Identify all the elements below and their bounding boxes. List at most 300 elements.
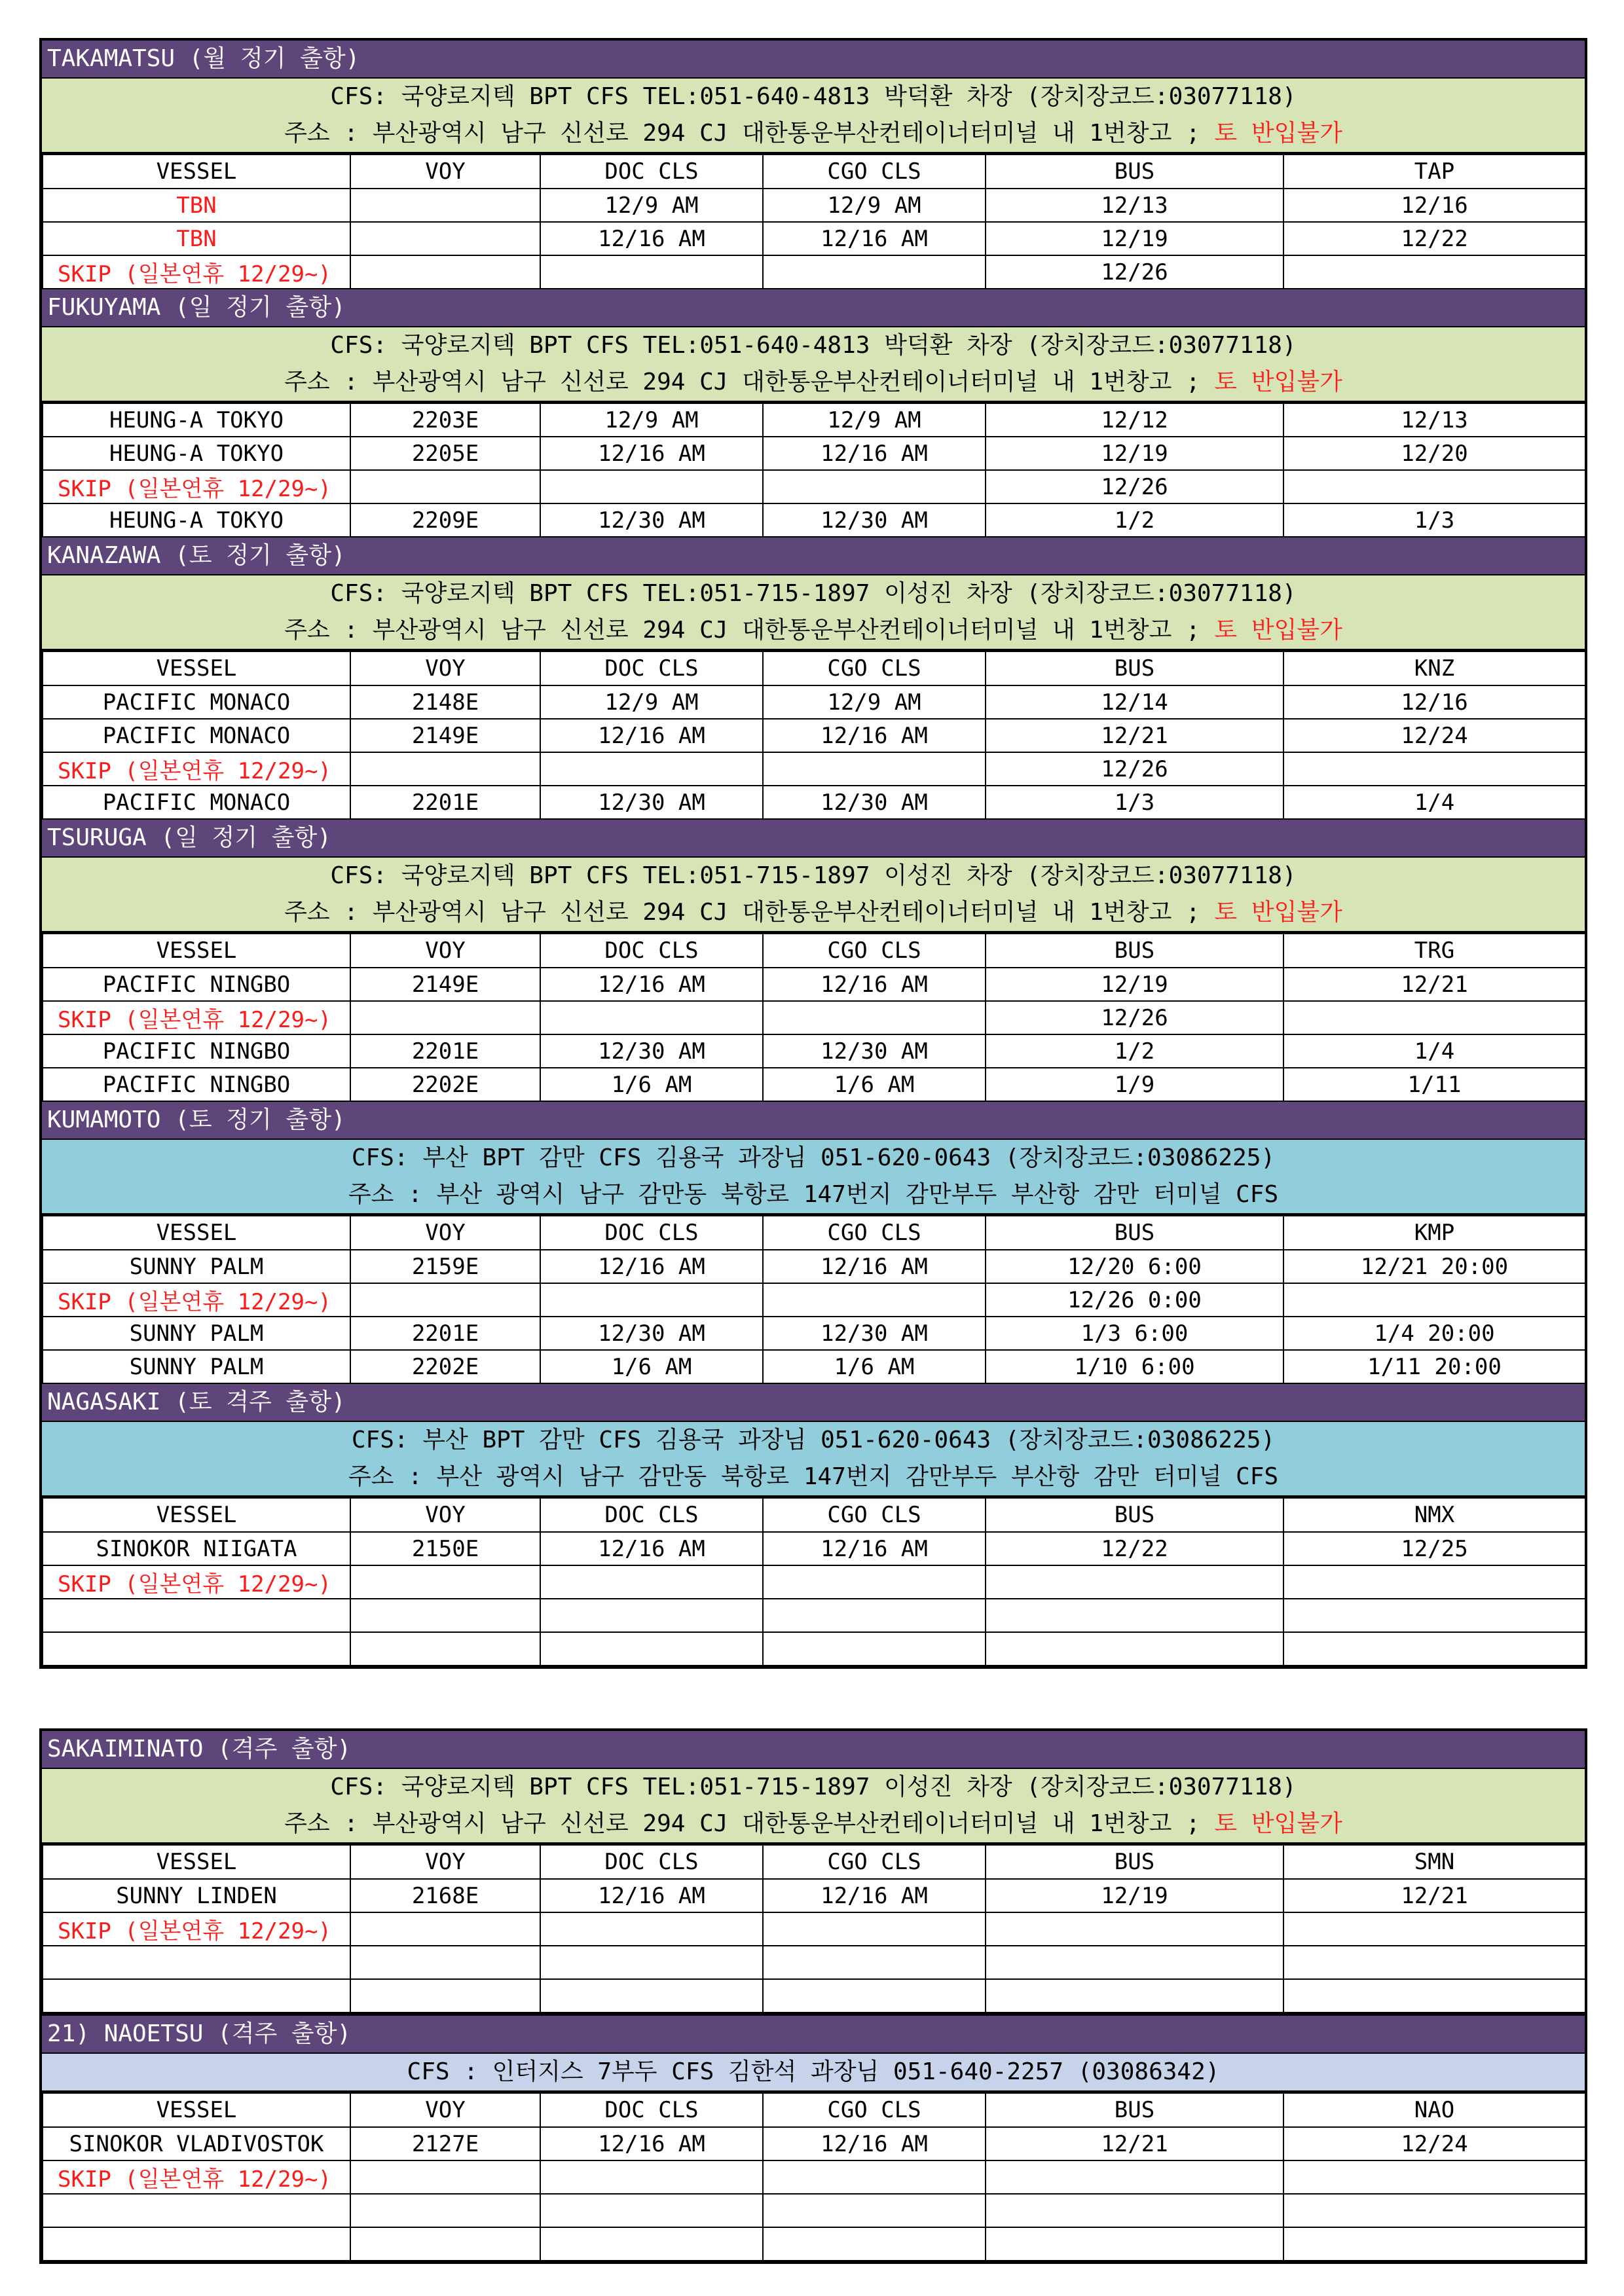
table-cell: 12/16 AM <box>763 1879 986 1912</box>
column-header: CGO CLS <box>763 155 986 189</box>
table-cell: SKIP (일본연휴 12/29~) <box>43 1565 350 1599</box>
table-cell: 12/30 AM <box>763 1317 986 1350</box>
table-row <box>43 1068 1585 1101</box>
table-cell: 12/25 <box>1283 1532 1585 1565</box>
table-cell <box>43 1979 350 2013</box>
table-cell <box>986 1565 1283 1599</box>
table-cell: 12/26 <box>986 470 1283 503</box>
column-header: DOC CLS <box>540 1498 763 1532</box>
column-header: DOC CLS <box>540 651 763 685</box>
table-cell: TBN <box>43 222 350 255</box>
address-text: 주소 : 부산광역시 남구 신선로 294 CJ 대한통운부산컨테이너터미널 내 1번창고 ; <box>284 899 1215 926</box>
table-cell <box>763 1283 986 1317</box>
table-cell: 2201E <box>350 1034 540 1068</box>
table-header-row <box>43 1845 1585 1879</box>
cfs-address-line <box>42 612 1585 649</box>
column-header: NAO <box>1283 2093 1585 2127</box>
table-cell <box>540 1632 763 1666</box>
column-header: CGO CLS <box>763 1216 986 1250</box>
table-cell: 12/12 <box>986 403 1283 437</box>
table-cell: 12/16 AM <box>763 2127 986 2160</box>
table-cell: 12/14 <box>986 685 1283 719</box>
table-cell: 12/21 <box>986 719 1283 752</box>
table-cell <box>43 2194 350 2227</box>
table-header-row <box>43 1216 1585 1250</box>
table-cell <box>350 2194 540 2227</box>
address-text: 주소 : 부산광역시 남구 신선로 294 CJ 대한통운부산컨테이너터미널 내 1번창고 ; <box>284 617 1215 644</box>
column-header: DOC CLS <box>540 2093 763 2127</box>
table-cell <box>540 1283 763 1317</box>
column-header: BUS <box>986 1216 1283 1250</box>
schedule-block-main <box>39 38 1587 1669</box>
table-cell <box>763 2227 986 2261</box>
table-cell: 2150E <box>350 1532 540 1565</box>
table-cell: SUNNY PALM <box>43 1350 350 1383</box>
table-cell <box>540 1565 763 1599</box>
schedule-table-fukuyama <box>42 403 1586 538</box>
table-cell: 12/22 <box>1283 222 1585 255</box>
address-text: 주소 : 부산광역시 남구 신선로 294 CJ 대한통운부산컨테이너터미널 내 1번창고 ; <box>284 1810 1215 1837</box>
column-header: VOY <box>350 155 540 189</box>
column-header: VESSEL <box>43 155 350 189</box>
column-header: BUS <box>986 934 1283 968</box>
table-cell: 12/16 AM <box>540 437 763 470</box>
table-cell: 12/16 AM <box>540 1532 763 1565</box>
table-cell: 12/21 20:00 <box>1283 1250 1585 1283</box>
cfs-address-line <box>42 1176 1585 1213</box>
table-cell: 2149E <box>350 968 540 1001</box>
table-row <box>43 1034 1585 1068</box>
table-row <box>43 1532 1585 1565</box>
schedule-block-naoetsu <box>39 2013 1587 2264</box>
table-cell <box>986 1912 1283 1946</box>
table-cell <box>540 1946 763 1979</box>
column-header: VESSEL <box>43 1845 350 1879</box>
address-text: 주소 : 부산광역시 남구 신선로 294 CJ 대한통운부산컨테이너터미널 내 1번창고 ; <box>284 120 1215 147</box>
cfs-address-line <box>42 115 1585 152</box>
table-cell: 2201E <box>350 1317 540 1350</box>
table-cell: 2203E <box>350 403 540 437</box>
table-cell <box>986 1979 1283 2013</box>
column-header: TRG <box>1283 934 1585 968</box>
table-cell <box>350 1946 540 1979</box>
table-row <box>43 1317 1585 1350</box>
table-cell <box>1283 1565 1585 1599</box>
table-row <box>43 1599 1585 1632</box>
table-cell: 12/30 AM <box>763 1034 986 1068</box>
table-cell: 12/16 AM <box>763 719 986 752</box>
cfs-contact-line: CFS: 국양로지텍 BPT CFS TEL:051-640-4813 박덕환 차장 (장치장코드:03077118) <box>330 83 1297 110</box>
table-cell <box>1283 2227 1585 2261</box>
table-cell: 1/2 <box>986 1034 1283 1068</box>
table-cell <box>540 2160 763 2194</box>
table-cell: 12/16 AM <box>763 437 986 470</box>
skip-row <box>43 752 1585 786</box>
table-cell: 12/16 <box>1283 189 1585 222</box>
table-row <box>43 968 1585 1001</box>
table-cell: 12/9 AM <box>540 403 763 437</box>
column-header: DOC CLS <box>540 934 763 968</box>
table-cell: 2205E <box>350 437 540 470</box>
schedule-table-takamatsu <box>42 154 1586 289</box>
table-cell <box>986 2227 1283 2261</box>
table-cell: SKIP (일본연휴 12/29~) <box>43 1283 350 1317</box>
cfs-contact-line: CFS: 국양로지텍 BPT CFS TEL:051-715-1897 이성진 차장 (장치장코드:03077118) <box>330 862 1297 889</box>
skip-row <box>43 255 1585 289</box>
column-header: CGO CLS <box>763 651 986 685</box>
cfs-contact-line: CFS: 국양로지텍 BPT CFS TEL:051-715-1897 이성진 차장 (장치장코드:03077118) <box>330 1774 1297 1800</box>
column-header: VOY <box>350 1498 540 1532</box>
column-header: VOY <box>350 934 540 968</box>
table-cell: 12/16 AM <box>540 222 763 255</box>
table-cell: 12/30 AM <box>540 786 763 819</box>
cfs-contact-line: CFS: 국양로지텍 BPT CFS TEL:051-640-4813 박덕환 차장 (장치장코드:03077118) <box>330 332 1297 359</box>
table-cell: 2127E <box>350 2127 540 2160</box>
port-title-nagasaki: NAGASAKI (토 격주 출항) <box>42 1384 1585 1422</box>
skip-row <box>43 1283 1585 1317</box>
table-cell: 12/24 <box>1283 2127 1585 2160</box>
table-cell <box>986 1946 1283 1979</box>
table-cell <box>350 222 540 255</box>
no-saturday-entry-note: 토 반입불가 <box>1214 1810 1342 1837</box>
table-cell <box>43 1946 350 1979</box>
table-row <box>43 1946 1585 1979</box>
column-header: DOC CLS <box>540 155 763 189</box>
column-header: KNZ <box>1283 651 1585 685</box>
table-row <box>43 403 1585 437</box>
column-header: CGO CLS <box>763 1498 986 1532</box>
cfs-info-kumamoto <box>42 1140 1585 1215</box>
schedule-table-naoetsu <box>42 2092 1586 2261</box>
table-cell <box>350 1979 540 2013</box>
table-cell <box>763 1632 986 1666</box>
table-cell <box>1283 1979 1585 2013</box>
column-header: CGO CLS <box>763 934 986 968</box>
port-title-kanazawa: KANAZAWA (토 정기 출항) <box>42 538 1585 575</box>
cfs-address-line <box>42 1459 1585 1495</box>
table-cell: 12/9 AM <box>763 403 986 437</box>
table-cell <box>540 1979 763 2013</box>
table-cell: 12/20 6:00 <box>986 1250 1283 1283</box>
table-cell <box>350 1599 540 1632</box>
table-row <box>43 2227 1585 2261</box>
schedule-table-kumamoto <box>42 1215 1586 1384</box>
cfs-info-tsuruga <box>42 858 1585 933</box>
table-cell <box>540 1001 763 1034</box>
table-cell: 1/6 AM <box>763 1068 986 1101</box>
table-cell: 12/9 AM <box>540 189 763 222</box>
table-cell: SKIP (일본연휴 12/29~) <box>43 752 350 786</box>
schedule-table-kanazawa <box>42 651 1586 820</box>
table-cell <box>763 1946 986 1979</box>
table-cell <box>540 1599 763 1632</box>
table-row <box>43 1632 1585 1666</box>
table-cell: 1/9 <box>986 1068 1283 1101</box>
table-cell: 12/16 AM <box>763 222 986 255</box>
column-header: VESSEL <box>43 934 350 968</box>
table-cell <box>350 1001 540 1034</box>
table-cell: 1/2 <box>986 503 1283 537</box>
table-cell: 12/26 <box>986 752 1283 786</box>
column-header: DOC CLS <box>540 1216 763 1250</box>
table-cell: 12/16 AM <box>763 968 986 1001</box>
table-cell: 2148E <box>350 685 540 719</box>
table-cell <box>763 1599 986 1632</box>
table-cell: 12/26 <box>986 255 1283 289</box>
cfs-address-line <box>42 1806 1585 1842</box>
table-cell: PACIFIC MONACO <box>43 719 350 752</box>
table-cell <box>350 1565 540 1599</box>
table-cell <box>540 2227 763 2261</box>
table-cell <box>1283 1912 1585 1946</box>
table-cell <box>43 2227 350 2261</box>
table-cell: 12/26 <box>986 1001 1283 1034</box>
table-cell <box>763 1001 986 1034</box>
table-cell <box>540 752 763 786</box>
table-cell: 1/3 <box>986 786 1283 819</box>
table-cell: HEUNG-A TOKYO <box>43 403 350 437</box>
column-header: VOY <box>350 1216 540 1250</box>
table-cell: 2159E <box>350 1250 540 1283</box>
column-header: BUS <box>986 2093 1283 2127</box>
table-cell: SKIP (일본연휴 12/29~) <box>43 470 350 503</box>
table-row <box>43 2127 1585 2160</box>
table-cell <box>763 470 986 503</box>
table-cell: 1/10 6:00 <box>986 1350 1283 1383</box>
table-cell: 12/16 <box>1283 685 1585 719</box>
skip-row <box>43 1565 1585 1599</box>
table-cell: 12/16 AM <box>540 1879 763 1912</box>
table-cell: HEUNG-A TOKYO <box>43 503 350 537</box>
port-title-tsuruga: TSURUGA (일 정기 출항) <box>42 820 1585 858</box>
skip-row <box>43 1912 1585 1946</box>
table-cell: 12/16 AM <box>540 719 763 752</box>
table-row <box>43 189 1585 222</box>
skip-row <box>43 2160 1585 2194</box>
cfs-info-takamatsu <box>42 79 1585 154</box>
table-cell <box>763 752 986 786</box>
table-cell: SINOKOR NIIGATA <box>43 1532 350 1565</box>
table-cell: PACIFIC NINGBO <box>43 968 350 1001</box>
table-cell <box>1283 2160 1585 2194</box>
no-saturday-entry-note: 토 반입불가 <box>1214 899 1342 926</box>
table-cell <box>350 1912 540 1946</box>
table-cell <box>540 255 763 289</box>
table-cell: 12/16 AM <box>540 2127 763 2160</box>
column-header: NMX <box>1283 1498 1585 1532</box>
table-cell: 12/30 AM <box>540 503 763 537</box>
table-cell: 12/19 <box>986 437 1283 470</box>
table-row <box>43 685 1585 719</box>
table-cell: 12/16 AM <box>540 1250 763 1283</box>
table-cell <box>763 1912 986 1946</box>
schedule-table-sakaiminato <box>42 1844 1586 2013</box>
cfs-contact-line: CFS: 부산 BPT 감만 CFS 김용국 과장님 051-620-0643 (장치장코드:03086225) <box>351 1144 1276 1171</box>
table-cell: 12/16 AM <box>763 1532 986 1565</box>
table-row <box>43 503 1585 537</box>
table-cell: PACIFIC NINGBO <box>43 1068 350 1101</box>
table-cell: 12/26 0:00 <box>986 1283 1283 1317</box>
column-header: SMN <box>1283 1845 1585 1879</box>
table-cell <box>350 2227 540 2261</box>
table-cell <box>350 255 540 289</box>
table-cell: PACIFIC NINGBO <box>43 1034 350 1068</box>
table-row <box>43 1979 1585 2013</box>
column-header: BUS <box>986 1498 1283 1532</box>
table-cell: 12/30 AM <box>763 503 986 537</box>
table-cell: 2149E <box>350 719 540 752</box>
table-cell <box>350 189 540 222</box>
cfs-address-line <box>42 894 1585 931</box>
column-header: DOC CLS <box>540 1845 763 1879</box>
table-cell <box>1283 1632 1585 1666</box>
table-cell <box>540 2194 763 2227</box>
table-cell: SINOKOR VLADIVOSTOK <box>43 2127 350 2160</box>
table-row <box>43 719 1585 752</box>
table-cell: SKIP (일본연휴 12/29~) <box>43 255 350 289</box>
table-cell: 12/16 AM <box>540 968 763 1001</box>
address-text: 주소 : 부산 광역시 남구 감만동 북항로 147번지 감만부두 부산항 감만 터미널 CFS <box>348 1463 1279 1490</box>
table-cell <box>763 1979 986 2013</box>
cfs-info-naoetsu <box>42 2054 1585 2092</box>
table-cell: 1/4 <box>1283 786 1585 819</box>
port-title-sakaiminato: SAKAIMINATO (격주 출항) <box>42 1731 1585 1769</box>
table-cell: SKIP (일본연휴 12/29~) <box>43 1001 350 1034</box>
column-header: CGO CLS <box>763 2093 986 2127</box>
table-cell <box>1283 470 1585 503</box>
table-cell: 12/19 <box>986 222 1283 255</box>
table-header-row <box>43 934 1585 968</box>
table-cell <box>986 2160 1283 2194</box>
table-cell <box>1283 255 1585 289</box>
table-cell <box>986 1599 1283 1632</box>
skip-row <box>43 470 1585 503</box>
table-cell: PACIFIC MONACO <box>43 786 350 819</box>
table-header-row <box>43 2093 1585 2127</box>
table-cell: 12/16 AM <box>763 1250 986 1283</box>
table-row <box>43 222 1585 255</box>
cfs-info-kanazawa <box>42 575 1585 651</box>
table-cell: 12/21 <box>1283 968 1585 1001</box>
table-cell: 12/21 <box>986 2127 1283 2160</box>
schedule-table-tsuruga <box>42 933 1586 1102</box>
column-header: VESSEL <box>43 651 350 685</box>
table-cell <box>350 1632 540 1666</box>
table-cell: 1/6 AM <box>763 1350 986 1383</box>
column-header: KMP <box>1283 1216 1585 1250</box>
table-cell: 1/6 AM <box>540 1068 763 1101</box>
table-cell <box>1283 2194 1585 2227</box>
port-title-takamatsu: TAKAMATSU (월 정기 출항) <box>42 41 1585 79</box>
column-header: VOY <box>350 1845 540 1879</box>
table-cell: SUNNY PALM <box>43 1317 350 1350</box>
table-cell <box>1283 1001 1585 1034</box>
table-cell <box>350 2160 540 2194</box>
table-cell: 1/6 AM <box>540 1350 763 1383</box>
column-header: BUS <box>986 155 1283 189</box>
table-cell: 12/24 <box>1283 719 1585 752</box>
table-cell <box>1283 1946 1585 1979</box>
schedule-table-nagasaki <box>42 1497 1586 1666</box>
table-header-row <box>43 1498 1585 1532</box>
table-cell: 2168E <box>350 1879 540 1912</box>
table-cell <box>986 2194 1283 2227</box>
column-header: CGO CLS <box>763 1845 986 1879</box>
table-cell: 1/11 <box>1283 1068 1585 1101</box>
address-text: 주소 : 부산광역시 남구 신선로 294 CJ 대한통운부산컨테이너터미널 내 1번창고 ; <box>284 369 1215 395</box>
table-cell: 2209E <box>350 503 540 537</box>
table-header-row <box>43 651 1585 685</box>
table-cell: SKIP (일본연휴 12/29~) <box>43 1912 350 1946</box>
table-cell <box>763 255 986 289</box>
column-header: VESSEL <box>43 2093 350 2127</box>
table-cell: 12/9 AM <box>763 685 986 719</box>
table-cell: 2202E <box>350 1350 540 1383</box>
table-cell: 12/9 AM <box>540 685 763 719</box>
table-cell <box>763 2194 986 2227</box>
column-header: TAP <box>1283 155 1585 189</box>
table-cell <box>350 470 540 503</box>
table-cell: 12/13 <box>986 189 1283 222</box>
cfs-contact-line: CFS: 국양로지텍 BPT CFS TEL:051-715-1897 이성진 차장 (장치장코드:03077118) <box>330 580 1297 607</box>
table-cell: 12/13 <box>1283 403 1585 437</box>
table-cell <box>1283 752 1585 786</box>
table-cell: 12/21 <box>1283 1879 1585 1912</box>
table-cell <box>763 1565 986 1599</box>
table-cell <box>350 1283 540 1317</box>
table-cell: 12/22 <box>986 1532 1283 1565</box>
table-cell <box>43 1599 350 1632</box>
address-text: 주소 : 부산 광역시 남구 감만동 북항로 147번지 감만부두 부산항 감만 터미널 CFS <box>348 1181 1279 1208</box>
cfs-info-sakaiminato <box>42 1769 1585 1844</box>
table-cell: TBN <box>43 189 350 222</box>
table-cell: 1/4 <box>1283 1034 1585 1068</box>
column-header: VOY <box>350 651 540 685</box>
table-cell: 1/3 6:00 <box>986 1317 1283 1350</box>
port-title-fukuyama: FUKUYAMA (일 정기 출항) <box>42 289 1585 327</box>
no-saturday-entry-note: 토 반입불가 <box>1214 369 1342 395</box>
table-cell: 12/30 AM <box>540 1317 763 1350</box>
column-header: BUS <box>986 651 1283 685</box>
table-row <box>43 1879 1585 1912</box>
table-cell <box>1283 1599 1585 1632</box>
no-saturday-entry-note: 토 반입불가 <box>1214 617 1342 644</box>
table-cell <box>43 1632 350 1666</box>
table-row <box>43 2194 1585 2227</box>
no-saturday-entry-note: 토 반입불가 <box>1214 120 1342 147</box>
table-cell: SUNNY LINDEN <box>43 1879 350 1912</box>
column-header: VOY <box>350 2093 540 2127</box>
table-cell <box>986 1632 1283 1666</box>
table-cell: 12/19 <box>986 968 1283 1001</box>
table-cell: SUNNY PALM <box>43 1250 350 1283</box>
cfs-address-line <box>42 364 1585 401</box>
port-title-naoetsu: 21) NAOETSU (격주 출항) <box>42 2016 1585 2054</box>
table-cell: HEUNG-A TOKYO <box>43 437 350 470</box>
column-header: BUS <box>986 1845 1283 1879</box>
table-cell <box>763 2160 986 2194</box>
cfs-contact-line: CFS : 인터지스 7부두 CFS 김한석 과장님 051-640-2257 (03086342) <box>407 2058 1220 2085</box>
table-cell: 12/9 AM <box>763 189 986 222</box>
table-cell: 2201E <box>350 786 540 819</box>
table-cell: 1/4 20:00 <box>1283 1317 1585 1350</box>
table-cell: 12/30 AM <box>540 1034 763 1068</box>
column-header: VESSEL <box>43 1216 350 1250</box>
table-cell: 1/11 20:00 <box>1283 1350 1585 1383</box>
table-row <box>43 1250 1585 1283</box>
table-cell <box>540 1912 763 1946</box>
column-header: VESSEL <box>43 1498 350 1532</box>
